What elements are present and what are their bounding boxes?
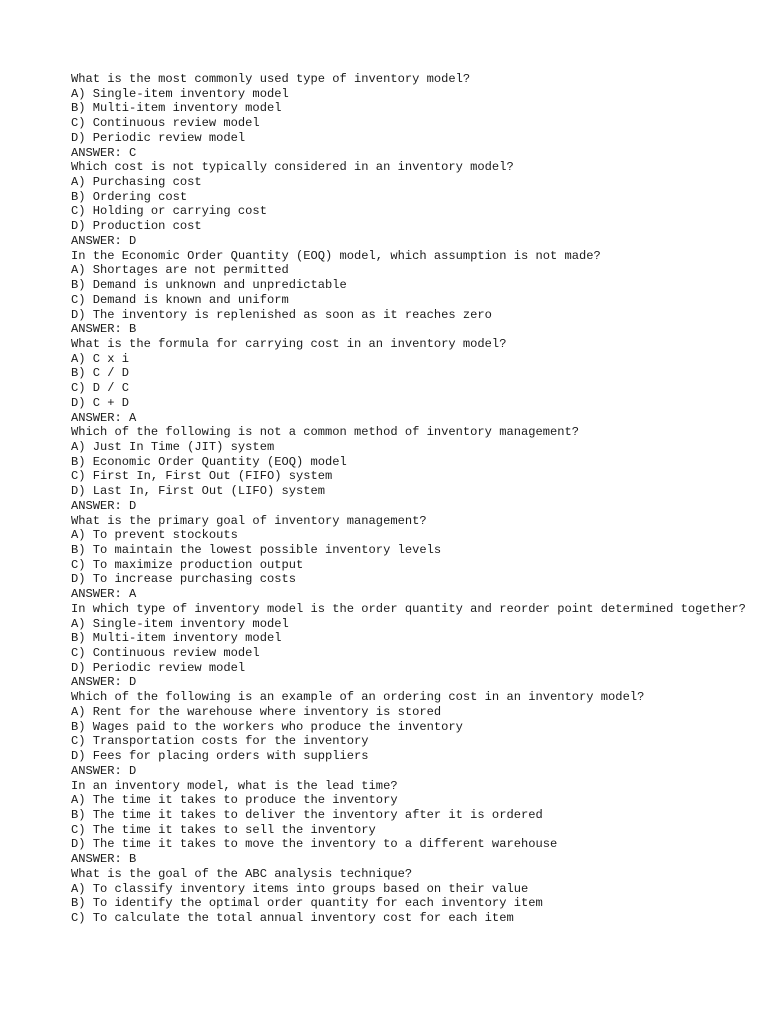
option-b: B) To maintain the lowest possible inventory levels (71, 543, 442, 557)
option-d: D) C + D (71, 395, 130, 410)
option-b: B) Economic Order Quantity (EOQ) model (71, 454, 347, 469)
option-d: D) The inventory is replenished as soon as it reaches zero (71, 307, 492, 322)
option-a: A) Rent for the warehouse where inventory is stored (71, 704, 442, 719)
question-block (71, 249, 751, 337)
option-d: D) Periodic review model (71, 130, 246, 145)
question-block (71, 337, 751, 425)
option-c: C) To maximize production output (71, 557, 304, 572)
question-block (71, 690, 751, 778)
option-a: A) Just In Time (JIT) system (71, 439, 275, 454)
question-text: What is the formula for carrying cost in an inventory model? (71, 336, 507, 351)
option-b: B) Ordering cost (71, 189, 188, 204)
question-block (71, 867, 751, 926)
option-c: C) D / C (71, 381, 130, 396)
option-b: B) Demand is unknown and unpredictable (71, 278, 347, 293)
document-page (71, 72, 751, 926)
answer-text: ANSWER: B (71, 852, 137, 867)
option-a: A) Purchasing cost (71, 175, 202, 190)
option-b: B) The time it takes to deliver the inventory after it is ordered (71, 807, 543, 822)
question-block (71, 779, 751, 867)
option-a: A) To prevent stockouts (71, 528, 238, 543)
question-text: Which cost is not typically considered in an inventory model? (71, 160, 514, 175)
answer-text: ANSWER: D (71, 498, 137, 513)
question-text: In which type of inventory model is the order quantity and reorder point determined together? (71, 601, 746, 616)
option-d: D) Last In, First Out (LIFO) system (71, 484, 326, 499)
question-text: What is the goal of the ABC analysis technique? (71, 866, 413, 881)
question-text: What is the primary goal of inventory management? (71, 513, 427, 528)
option-c: C) Continuous review model (71, 646, 260, 661)
question-text: What is the most commonly used type of inventory model? (71, 72, 471, 86)
option-d: D) Fees for placing orders with suppliers (71, 749, 369, 764)
answer-text: ANSWER: D (71, 675, 137, 690)
option-d: D) To increase purchasing costs (71, 572, 296, 587)
question-text: In an inventory model, what is the lead time? (71, 778, 398, 793)
option-b: B) C / D (71, 366, 130, 381)
option-a: A) C x i (71, 351, 130, 366)
question-text: Which of the following is not a common method of inventory management? (71, 425, 580, 440)
option-b: B) Multi-item inventory model (71, 631, 282, 646)
option-c: C) Holding or carrying cost (71, 204, 267, 219)
answer-text: ANSWER: B (71, 322, 137, 337)
option-d: D) The time it takes to move the inventory to a different warehouse (71, 837, 558, 852)
option-a: A) Single-item inventory model (71, 86, 289, 101)
question-block (71, 72, 751, 160)
option-c: C) Demand is known and uniform (71, 292, 289, 307)
question-block (71, 514, 751, 602)
option-a: A) The time it takes to produce the inventory (71, 793, 398, 808)
question-text: Which of the following is an example of an ordering cost in an inventory model? (71, 690, 645, 705)
answer-text: ANSWER: D (71, 233, 137, 248)
option-c: C) Transportation costs for the inventory (71, 734, 369, 749)
option-a: A) Shortages are not permitted (71, 263, 289, 278)
option-a: A) To classify inventory items into groups based on their value (71, 881, 529, 896)
question-block (71, 425, 751, 513)
option-c: C) Continuous review model (71, 116, 260, 131)
option-d: D) Production cost (71, 219, 202, 234)
option-a: A) Single-item inventory model (71, 616, 289, 631)
answer-text: ANSWER: A (71, 587, 137, 602)
option-c: C) To calculate the total annual inventory cost for each item (71, 910, 514, 925)
option-b: B) Multi-item inventory model (71, 101, 282, 116)
question-block (71, 602, 751, 690)
answer-text: ANSWER: C (71, 145, 137, 160)
option-c: C) The time it takes to sell the inventory (71, 822, 376, 837)
answer-text: ANSWER: D (71, 763, 137, 778)
option-d: D) Periodic review model (71, 660, 246, 675)
option-b: B) Wages paid to the workers who produce the inventory (71, 719, 463, 734)
option-c: C) First In, First Out (FIFO) system (71, 469, 333, 484)
option-b: B) To identify the optimal order quantity for each inventory item (71, 896, 543, 911)
answer-text: ANSWER: A (71, 410, 137, 425)
question-text: In the Economic Order Quantity (EOQ) model, which assumption is not made? (71, 248, 601, 263)
question-block (71, 160, 751, 248)
